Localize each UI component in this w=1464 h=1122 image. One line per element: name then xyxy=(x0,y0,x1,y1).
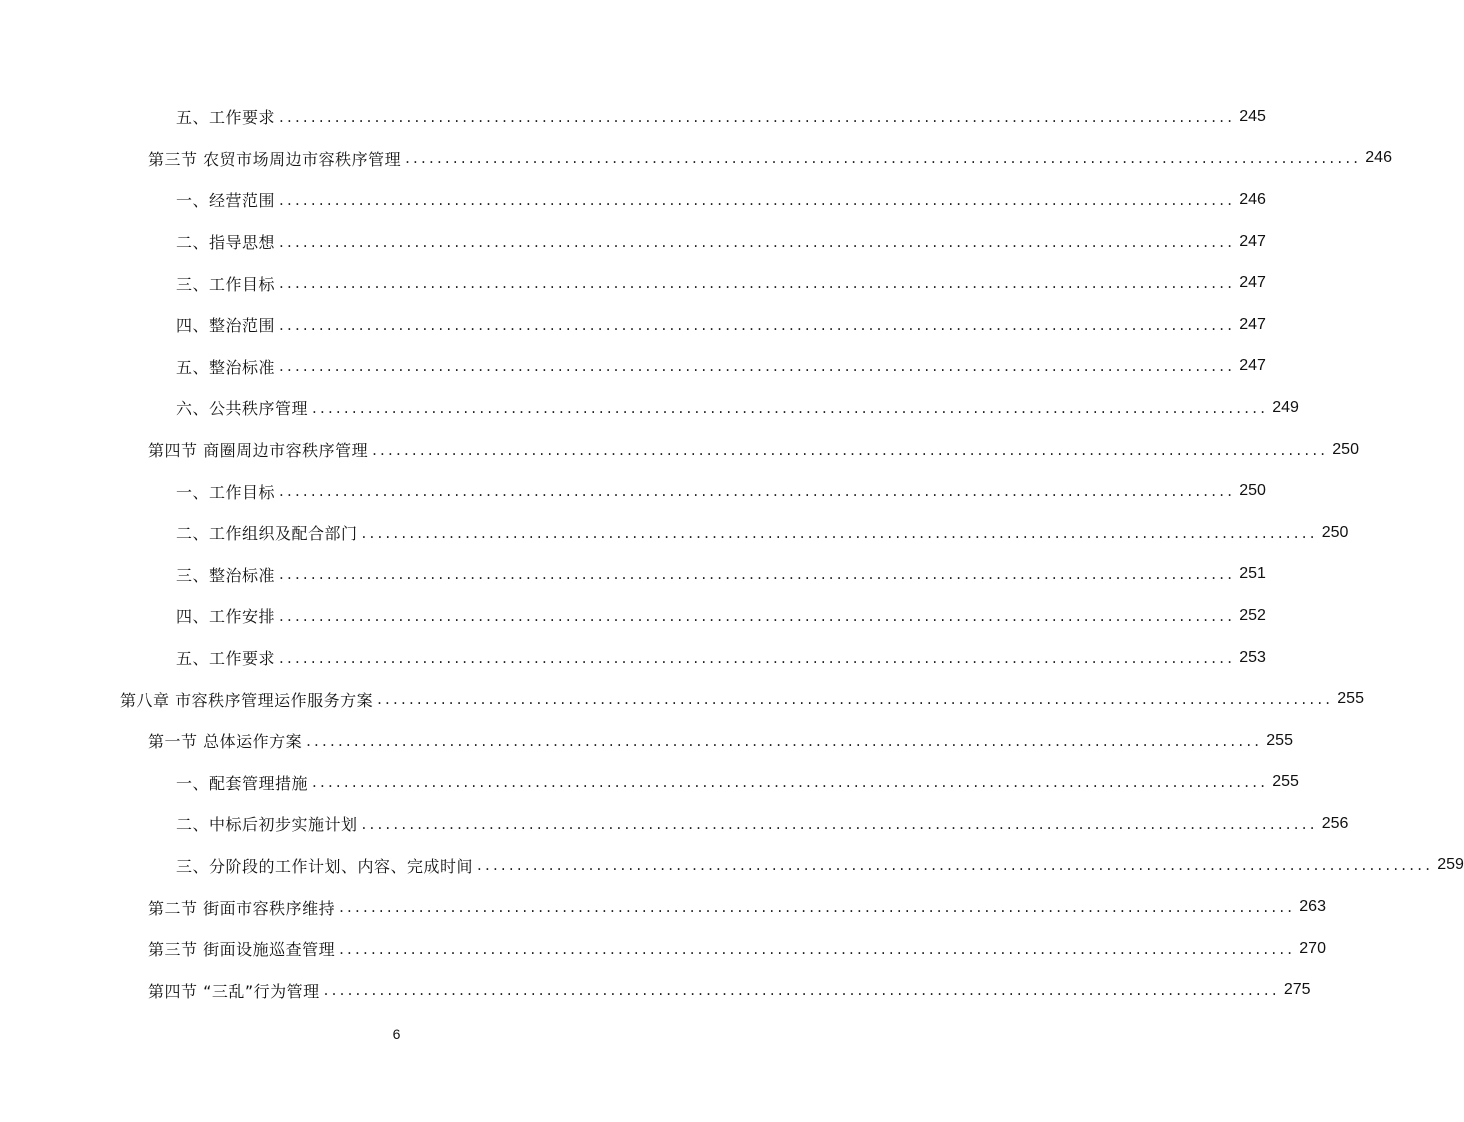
toc-entry-title: 第三节 农贸市场周边市容秩序管理 xyxy=(148,149,402,169)
toc-entry[interactable] xyxy=(176,637,1266,679)
toc-entry-page: 247 xyxy=(1239,357,1266,375)
toc-entry-page: 263 xyxy=(1299,898,1326,916)
toc-entry[interactable] xyxy=(176,595,1266,637)
toc-dot-leader: ........................................................................................................................ xyxy=(405,149,1362,168)
toc-dot-leader: ........................................................................................................................ xyxy=(361,523,1318,542)
toc-entry[interactable] xyxy=(148,928,1326,970)
toc-entry-title: 二、指导思想 xyxy=(176,233,276,253)
toc-dot-leader: ........................................................................................................................ xyxy=(312,773,1269,792)
toc-entry[interactable] xyxy=(176,346,1266,388)
toc-entry[interactable] xyxy=(176,762,1299,804)
toc-entry[interactable] xyxy=(176,262,1266,304)
toc-entry-page: 250 xyxy=(1332,440,1359,458)
toc-dot-leader: ........................................................................................................................ xyxy=(279,648,1236,667)
toc-entry-page: 253 xyxy=(1239,648,1266,666)
toc-entry-page: 275 xyxy=(1283,981,1311,999)
toc-entry[interactable] xyxy=(176,221,1266,263)
toc-entry-page: 250 xyxy=(1321,523,1349,541)
toc-dot-leader: ........................................................................................................................ xyxy=(323,981,1280,1000)
toc-entry-page: 246 xyxy=(1365,149,1392,167)
toc-entry-page: 270 xyxy=(1299,939,1326,957)
toc-entry-page: 252 xyxy=(1239,606,1266,624)
toc-dot-leader: ........................................................................................................................ xyxy=(279,606,1236,625)
toc-entry-title: 三、整治标准 xyxy=(176,565,276,585)
toc-dot-leader: ........................................................................................................................ xyxy=(279,274,1236,293)
toc-dot-leader: ........................................................................................................................ xyxy=(306,731,1263,750)
toc-entry-page: 247 xyxy=(1239,315,1266,333)
toc-entry-title: 一、配套管理措施 xyxy=(176,773,309,793)
toc-entry[interactable] xyxy=(176,470,1266,512)
toc-entry[interactable] xyxy=(176,803,1349,845)
toc-entry-page: 256 xyxy=(1321,814,1349,832)
toc-entry-page: 246 xyxy=(1239,190,1266,208)
toc-entry-title: 一、工作目标 xyxy=(176,482,276,502)
page-number: 6 xyxy=(392,1026,401,1042)
toc-entry[interactable] xyxy=(148,886,1326,928)
toc-entry-page: 245 xyxy=(1239,107,1266,125)
toc-dot-leader: ........................................................................................................................ xyxy=(339,939,1296,958)
toc-dot-leader: ........................................................................................................................ xyxy=(339,898,1296,917)
toc-entry[interactable] xyxy=(148,969,1311,1011)
toc-entry-title: 四、工作安排 xyxy=(176,607,276,627)
toc-entry-page: 251 xyxy=(1239,565,1266,583)
toc-entry-title: 五、工作要求 xyxy=(176,649,276,669)
toc-entry[interactable] xyxy=(148,720,1293,762)
toc-entry-title: 第四节 “三乱”行为管理 xyxy=(148,981,320,1001)
toc-entry-page: 247 xyxy=(1239,274,1266,292)
toc-entry-title: 六、公共秩序管理 xyxy=(176,399,309,419)
toc-dot-leader: ........................................................................................................................ xyxy=(279,357,1236,376)
toc-entry-page: 250 xyxy=(1239,482,1266,500)
toc-dot-leader: ........................................................................................................................ xyxy=(279,107,1236,126)
table-of-contents xyxy=(0,96,1464,1011)
toc-entry-title: 三、工作目标 xyxy=(176,274,276,294)
toc-dot-leader: ........................................................................................................................ xyxy=(279,482,1236,501)
toc-entry-title: 一、经营范围 xyxy=(176,191,276,211)
toc-entry-title: 五、整治标准 xyxy=(176,357,276,377)
toc-entry-title: 第三节 街面设施巡查管理 xyxy=(148,940,336,960)
toc-entry[interactable] xyxy=(176,304,1266,346)
toc-entry-title: 第八章 市容秩序管理运作服务方案 xyxy=(120,690,374,710)
toc-entry-title: 第四节 商圈周边市容秩序管理 xyxy=(148,441,369,461)
toc-dot-leader: ........................................................................................................................ xyxy=(477,856,1434,875)
toc-entry-title: 第二节 街面市容秩序维持 xyxy=(148,898,336,918)
toc-dot-leader: ........................................................................................................................ xyxy=(372,440,1329,459)
toc-entry-page: 249 xyxy=(1272,398,1299,416)
toc-entry[interactable] xyxy=(148,429,1359,471)
toc-entry-page: 247 xyxy=(1239,232,1266,250)
toc-dot-leader: ........................................................................................................................ xyxy=(377,690,1334,709)
toc-entry-title: 二、中标后初步实施计划 xyxy=(176,815,358,835)
toc-entry[interactable] xyxy=(148,138,1392,180)
toc-entry[interactable] xyxy=(176,512,1349,554)
toc-dot-leader: ........................................................................................................................ xyxy=(312,398,1269,417)
toc-dot-leader: ........................................................................................................................ xyxy=(361,814,1318,833)
toc-entry-page: 259 xyxy=(1437,856,1464,874)
toc-entry[interactable] xyxy=(176,554,1266,596)
toc-entry[interactable] xyxy=(120,678,1364,720)
toc-entry-page: 255 xyxy=(1266,731,1293,749)
toc-entry-page: 255 xyxy=(1337,690,1364,708)
toc-entry-title: 五、工作要求 xyxy=(176,108,276,128)
toc-dot-leader: ........................................................................................................................ xyxy=(279,232,1236,251)
toc-entry-title: 二、工作组织及配合部门 xyxy=(176,524,358,544)
toc-dot-leader: ........................................................................................................................ xyxy=(279,190,1236,209)
toc-entry-title: 三、分阶段的工作计划、内容、完成时间 xyxy=(176,856,474,876)
toc-entry[interactable] xyxy=(176,96,1266,138)
toc-dot-leader: ........................................................................................................................ xyxy=(279,565,1236,584)
toc-entry[interactable] xyxy=(176,387,1299,429)
toc-entry[interactable] xyxy=(176,845,1464,887)
toc-entry[interactable] xyxy=(176,179,1266,221)
toc-entry-title: 四、整治范围 xyxy=(176,316,276,336)
toc-dot-leader: ........................................................................................................................ xyxy=(279,315,1236,334)
toc-entry-title: 第一节 总体运作方案 xyxy=(148,732,303,752)
toc-entry-page: 255 xyxy=(1272,773,1299,791)
